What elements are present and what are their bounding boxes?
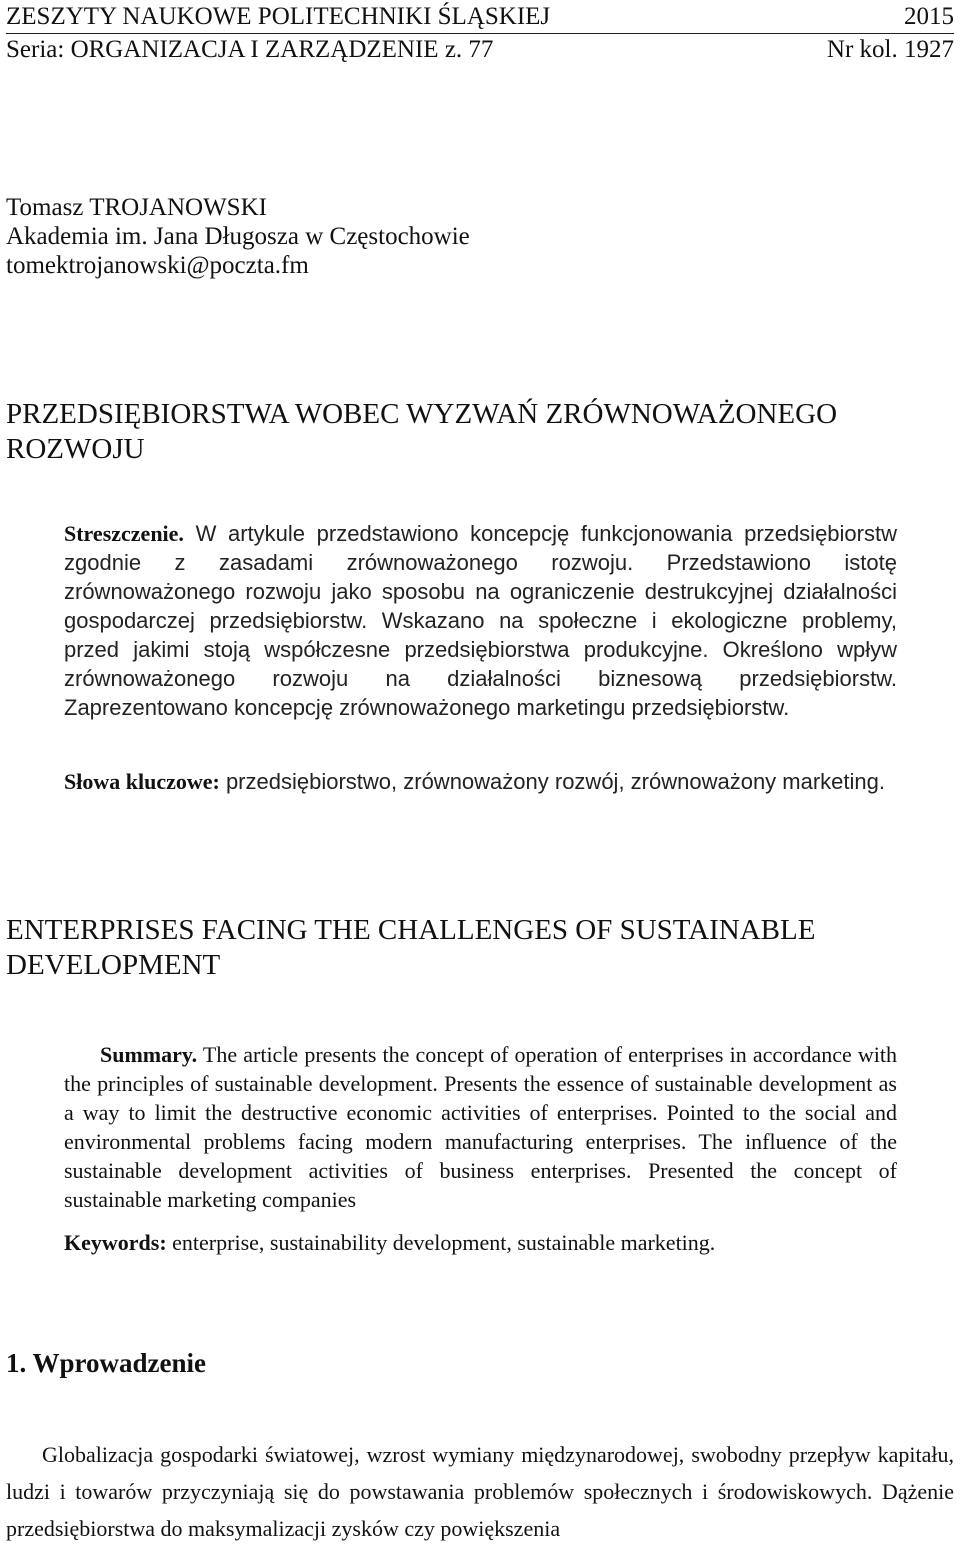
issue-number: Nr kol. 1927 <box>826 36 954 63</box>
header-rule <box>6 33 954 34</box>
abstract-polish-label: Streszczenie. <box>64 521 184 546</box>
abstract-english-text: The article presents the concept of operation of enterprises in accordance with the principles of sustainable development. Presents the essence of sustainable development as a way to limit the destructive economic activities of enterprises. Pointed to the social and environmental problems facing modern manufacturing enterprises. The influence of the sustainable development activities of business enterprises. Presented the concept of sustainable marketing companies <box>64 1042 897 1212</box>
journal-header <box>6 2 954 32</box>
series-header <box>6 35 954 65</box>
keywords-polish <box>64 767 897 796</box>
section-body <box>6 1436 954 1547</box>
series-name: Seria: ORGANIZACJA I ZARZĄDZENIE z. 77 <box>6 36 494 63</box>
keywords-polish-text: przedsiębiorstwo, zrównoważony rozwój, zrównoważony marketing. <box>219 769 885 794</box>
keywords-english-text: enterprise, sustainability development, sustainable marketing. <box>166 1230 716 1255</box>
keywords-english-label: Keywords: <box>64 1230 167 1255</box>
author-name: Tomasz TROJANOWSKI <box>6 194 267 221</box>
title-english: ENTERPRISES FACING THE CHALLENGES OF SUSTAINABLE DEVELOPMENT <box>6 914 816 981</box>
abstract-english-label: Summary. <box>100 1042 198 1067</box>
title-polish: PRZEDSIĘBIORSTWA WOBEC WYZWAŃ ZRÓWNOWAŻONEGO ROZWOJU <box>6 398 838 465</box>
section-body-text: Globalizacja gospodarki światowej, wzrost wymiany międzynarodowej, swobodny przepływ kapitału, ludzi i towarów przyczyniają się do powstawania problemów społecznych i środowiskowych. Dążenie przedsiębiorstwa do maksymalizacji zysków czy powiększenia <box>6 1442 954 1541</box>
journal-year: 2015 <box>904 3 954 30</box>
abstract-english <box>64 1040 897 1214</box>
keywords-english <box>64 1228 897 1257</box>
abstract-polish-text: W artykule przedstawiono koncepcję funkcjonowania przedsiębiorstw zgodnie z zasadami zrównoważonego rozwoju. Przedstawiono istotę zrównoważonego rozwoju jako sposobu na ograniczenie destrukcyjnej działalności gospodarczej przedsiębiorstw. Wskazano na społeczne i ekologiczne problemy, przed jakimi stoją współczesne przedsiębiorstwa produkcyjne. Określono wpływ zrównoważonego rozwoju na działalności biznesową przedsiębiorstw. Zaprezentowano koncepcję zrównoważonego marketingu przedsiębiorstw. <box>64 521 897 720</box>
abstract-polish <box>64 519 897 722</box>
keywords-polish-label: Słowa kluczowe: <box>64 769 220 794</box>
author-affiliation: Akademia im. Jana Długosza w Częstochowie <box>6 223 470 250</box>
section-heading: 1. Wprowadzenie <box>6 1348 207 1378</box>
author-email: tomektrojanowski@poczta.fm <box>6 252 309 279</box>
journal-name: ZESZYTY NAUKOWE POLITECHNIKI ŚLĄSKIEJ <box>6 3 551 30</box>
